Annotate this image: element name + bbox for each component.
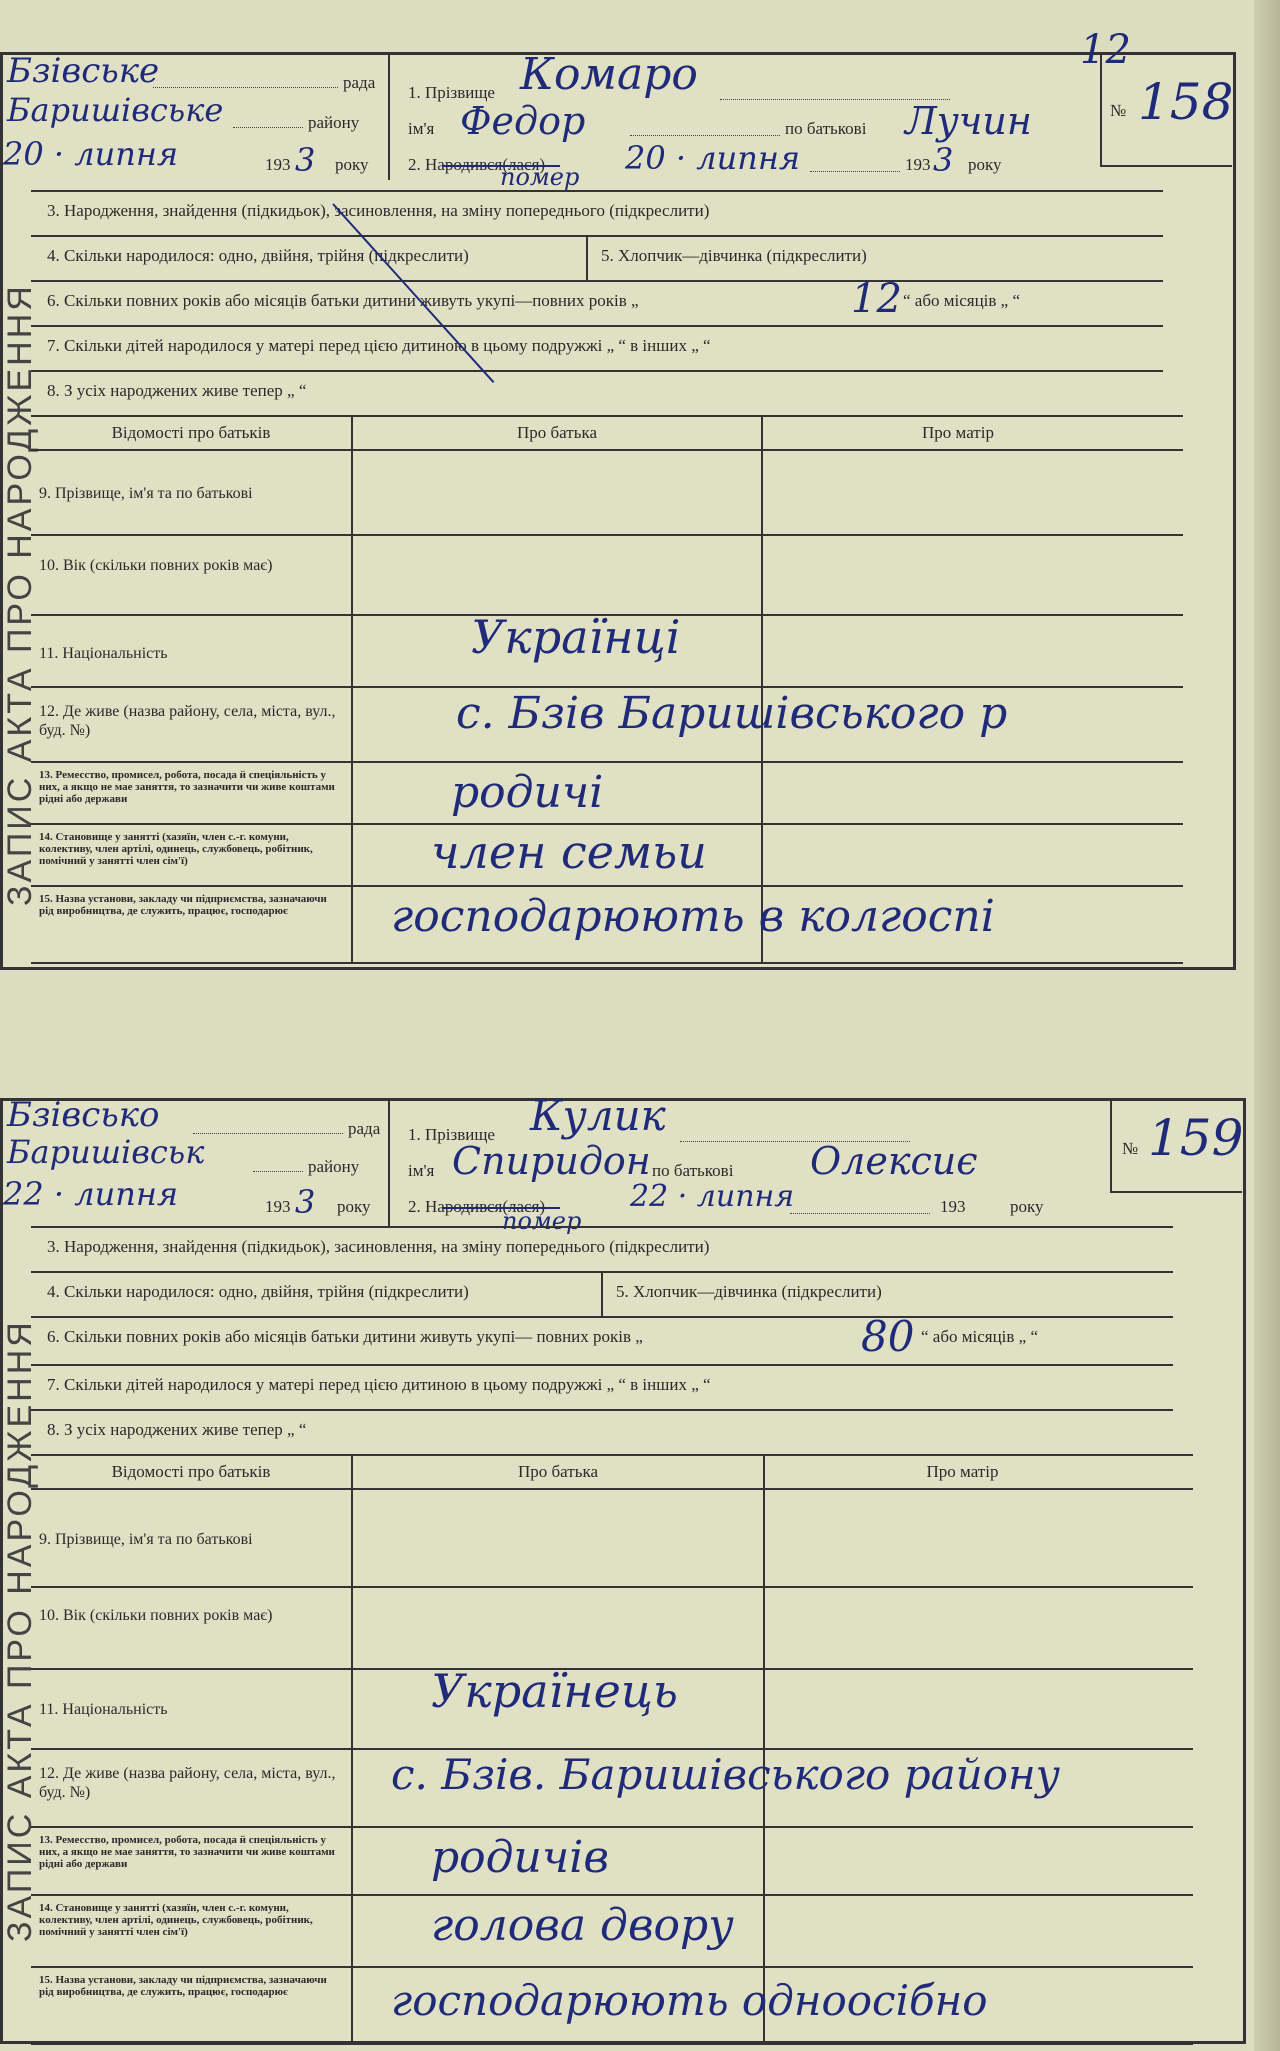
row-7-text: 7. Скільки дітей народилося у матері перед цією дитиною в цьому подружжі „ “ в інших „ “ [47,336,711,355]
table-row-10 [31,1586,1193,1670]
surname-handwritten: Комаро [520,49,698,100]
residence-handwritten: с. Бзів Баришівського р [456,688,1008,739]
col-info-header: Відомості про батьків [111,423,271,442]
number-label: № [1110,101,1127,120]
record-number-handwritten: 159 [1148,1109,1244,1167]
district-handwritten: Баришівське [7,91,224,129]
row-9-label: 9. Прізвище, ім'я та по батькові [39,1531,253,1548]
row-6-handwritten: 80 [861,1312,915,1361]
row-3-text: 3. Народження, знайдення (підкидьок), засиновлення, на зміну попереднього (підкреслити) [47,201,710,220]
row-7 [31,325,1163,372]
row-5-text: 5. Хлопчик—дівчинка (підкреслити) [601,246,867,265]
name-handwritten: Спиридон [452,1139,651,1183]
row-4-5 [31,235,1163,282]
year-handwritten: 3 [295,141,316,179]
col-info-header: Відомості про батьків [111,1462,271,1481]
parents-table [31,415,1183,964]
patronymic-label: по батькові [785,119,867,138]
row-8-text: 8. З усіх народжених живе тепер „ “ [47,381,307,400]
birth-date-handwritten: 22 · липня [630,1179,795,1214]
birth-date-handwritten: 20 · липня [625,139,801,177]
died-handwritten: помер [502,1207,582,1235]
registration-date-handwritten: 20 · липня [3,135,179,173]
table-row-14 [31,823,1183,887]
page-edge [1254,0,1280,2051]
row-8 [31,1409,1173,1456]
council-handwritten: Бзівське [7,51,160,91]
surname-handwritten: Кулик [530,1091,666,1140]
table-row-9 [31,449,1183,536]
side-label: ЗАПИС АКТА ПРО НАРОДЖЕННЯ [1,283,39,907]
row-9-label: 9. Прізвище, ім'я та по батькові [39,485,253,502]
row-11-label: 11. Національність [39,645,168,662]
row-4-5-divider [586,237,588,282]
col-mother-header: Про матір [922,423,994,442]
surname-label: 1. Прізвище [408,83,495,102]
table-row-13 [31,761,1183,825]
table-row-9 [31,1488,1193,1588]
workplace-handwritten: господарюють в колгоспі [391,891,995,942]
workplace-handwritten: господарюють одноосібно [391,1976,988,2025]
table-row-11 [31,1664,1193,1750]
row-6-text: 6. Скільки повних років або місяців батьки дитини живуть укупі—повних років „ [47,291,639,310]
row-3 [31,1226,1173,1273]
occupation-handwritten: родичів [431,1832,609,1883]
row-6 [31,276,1163,327]
occupation-handwritten: родичі [451,767,604,818]
council-handwritten: Бзівсько [7,1095,160,1135]
year-handwritten: 3 [295,1183,316,1221]
col-father-header: Про батька [517,1462,598,1481]
parents-table [31,1454,1193,2045]
nationality-handwritten: Українець [431,1664,678,1718]
born-label: 2. Народився(лася) [408,155,546,174]
birth-year-prefix: 193 [905,155,931,174]
birth-year-label: року [1010,1197,1044,1216]
status-handwritten: голова двору [431,1900,734,1951]
row-7 [31,1364,1173,1411]
row-12-label: 12. Де живе (назва району, села, міста, вул., буд. №) [39,1765,336,1801]
row-6-text: 6. Скільки повних років або місяців батьки дитини живуть укупі— повних років „ [47,1327,643,1346]
row-13-label: 13. Ремесство, промисел, робота, посада й спеціяльність у них, а якщо не мае заняття, то зазначити чи живе коштами рідні або держави [39,1834,335,1870]
row-3-text: 3. Народження, знайдення (підкидьок), засиновлення, на зміну попереднього (підкреслити) [47,1237,710,1256]
patronymic-label: по батькові [652,1161,734,1180]
header-registry [3,1095,390,1226]
district-label: району [308,1157,360,1176]
born-label: 2. Народився(лася) [408,1197,546,1216]
row-15-label: 15. Назва установи, закладу чи підприємства, зазначаючи рід виробництва, де служить, працює, господарює [39,1974,327,1998]
sheet-number-handwritten: 12 [1080,27,1131,73]
row-6-tail: “ або місяців „ “ [903,291,1021,310]
status-handwritten: член семьи [431,825,707,879]
row-13-label: 13. Ремесство, промисел, робота, посада й спеціяльність у них, а якщо не мае заняття, то зазначити чи живе коштами рідні або держави [39,769,335,805]
row-7-text: 7. Скільки дітей народилося у матері перед цією дитиною в цьому подружжі „ “ в інших „ “ [47,1375,711,1394]
record-number-box [1110,1101,1242,1193]
row-14-label: 14. Становище у занятті (хазяїн, член с.-г. комуни, колективу, член артілі, одинець, службовець, робітник, помічний у занятті член сім'ї) [39,1902,313,1938]
record-number-handwritten: 158 [1138,73,1234,131]
patronymic-handwritten: Олексиє [810,1139,978,1183]
col-mother-header: Про матір [926,1462,999,1481]
birth-year-handwritten: 3 [933,141,954,179]
row-8 [31,370,1163,417]
table-row-11 [31,610,1183,688]
surname-label: 1. Прізвище [408,1125,495,1144]
row-10-label: 10. Вік (скільки повних років має) [39,1607,273,1624]
birth-year-label: року [968,155,1002,174]
row-8-text: 8. З усіх народжених живе тепер „ “ [47,1420,307,1439]
year-label: року [337,1197,371,1216]
died-handwritten: помер [500,163,580,191]
row-5-text: 5. Хлопчик—дівчинка (підкреслити) [616,1282,882,1301]
side-label: ЗАПИС АКТА ПРО НАРОДЖЕННЯ [1,1319,39,1943]
table-row-10 [31,534,1183,616]
table-row-14 [31,1894,1193,1968]
row-4-5 [31,1271,1173,1318]
registration-date-handwritten: 22 · липня [3,1175,179,1213]
row-6 [31,1312,1173,1366]
col-father-header: Про батька [516,423,597,442]
row-6-handwritten: 12 [851,276,902,322]
table-row-15 [31,885,1183,964]
birth-record-158 [0,27,1236,970]
district-label: району [308,113,360,132]
row-11-label: 11. Національність [39,1701,168,1718]
table-row-12 [31,686,1183,763]
row-4-text: 4. Скільки народилося: одно, двійня, трійня (підкреслити) [47,246,469,265]
table-row-12 [31,1748,1193,1828]
table-row-13 [31,1826,1193,1896]
row-3 [31,190,1163,237]
residence-handwritten: с. Бзів. Баришівського району [391,1750,1060,1799]
row-15-label: 15. Назва установи, закладу чи підприємства, зазначаючи рід виробництва, де служить, працює, господарює [39,893,327,917]
patronymic-handwritten: Лучин [905,99,1032,143]
row-4-5-divider [601,1273,603,1318]
table-row-15 [31,1966,1193,2045]
year-prefix: 193 [265,1197,291,1216]
row-6-tail: “ або місяців „ “ [921,1327,1039,1346]
birth-year-prefix: 193 [940,1197,966,1216]
district-handwritten: Баришівськ [7,1133,205,1171]
council-label: рада [343,73,376,92]
row-12-label: 12. Де живе (назва району, села, міста, вул., буд. №) [39,703,336,739]
header-registry [3,51,390,180]
name-label: ім'я [408,119,435,138]
year-label: року [335,155,369,174]
row-14-label: 14. Становище у занятті (хазяїн, член с.-г. комуни, колективу, член артілі, одинець, службовець, робітник, помічний у занятті член сім'ї) [39,831,313,867]
birth-record-159 [0,1091,1246,2044]
row-10-label: 10. Вік (скільки повних років має) [39,557,273,574]
name-label: ім'я [408,1161,435,1180]
council-label: рада [348,1119,381,1138]
row-4-text: 4. Скільки народилося: одно, двійня, трійня (підкреслити) [47,1282,469,1301]
nationality-handwritten: Українці [471,610,681,664]
header-person [390,27,1234,191]
header-person [390,1091,1244,1235]
name-handwritten: Федор [460,99,586,143]
number-label: № [1122,1139,1139,1158]
year-prefix: 193 [265,155,291,174]
